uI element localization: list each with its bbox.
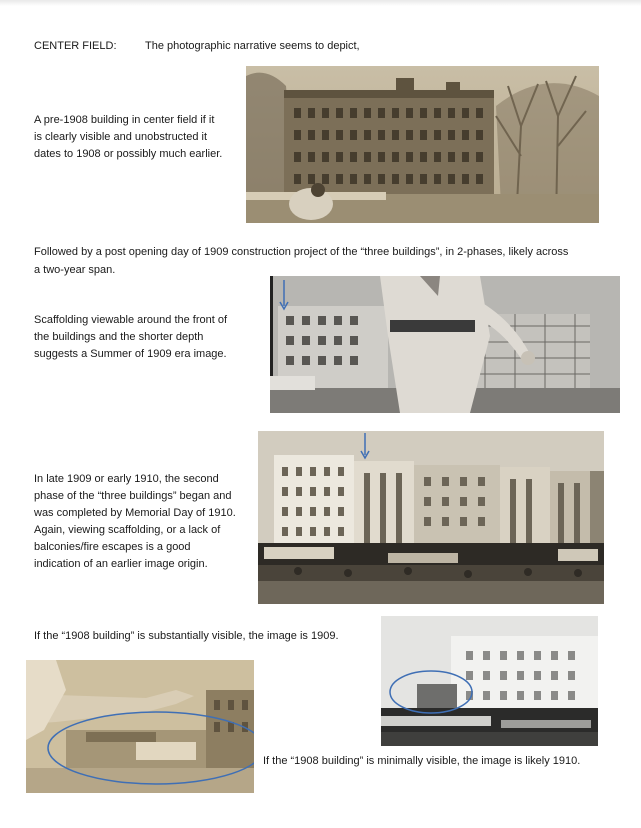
text-line: was completed by Memorial Day of 1910. [34, 507, 236, 519]
text-line: a two-year span. [34, 264, 116, 276]
photo-1908-building-minimal [381, 616, 598, 746]
text-line: dates to 1908 or possibly much earlier. [34, 148, 223, 160]
text-line: In late 1909 or early 1910, the second [34, 473, 219, 485]
text-line: is clearly visible and unobstructed it [34, 131, 208, 143]
text-line: Followed by a post opening day of 1909 construction project of the “three buildings”, in 2-phases, likely across [34, 246, 569, 258]
page-top-edge [0, 0, 641, 6]
photo-1908-building-visible [26, 660, 254, 793]
caption-1909: If the “1908 building” is substantially visible, the image is 1909. [34, 630, 339, 642]
photo-scaffolding-1909 [270, 276, 620, 413]
caption-1910: If the “1908 building” is minimally visible, the image is likely 1910. [263, 755, 581, 767]
text-line: A pre-1908 building in center field if it [34, 114, 215, 126]
text-line: Again, viewing scaffolding, or a lack of [34, 524, 221, 536]
text-line: indication of an earlier image origin. [34, 558, 208, 570]
photo-three-buildings-1910 [258, 431, 604, 604]
text-line: Scaffolding viewable around the front of [34, 314, 228, 326]
text-line: suggests a Summer of 1909 era image. [34, 348, 227, 360]
text-line: balconies/fire escapes is a good [34, 541, 191, 553]
heading-text: The photographic narrative seems to depict, [145, 40, 360, 52]
heading-label: CENTER FIELD: [34, 40, 117, 52]
photo-pre-1908-building [246, 66, 599, 223]
text-line: phase of the “three buildings” began and [34, 490, 232, 502]
text-line: the buildings and the shorter depth [34, 331, 204, 343]
